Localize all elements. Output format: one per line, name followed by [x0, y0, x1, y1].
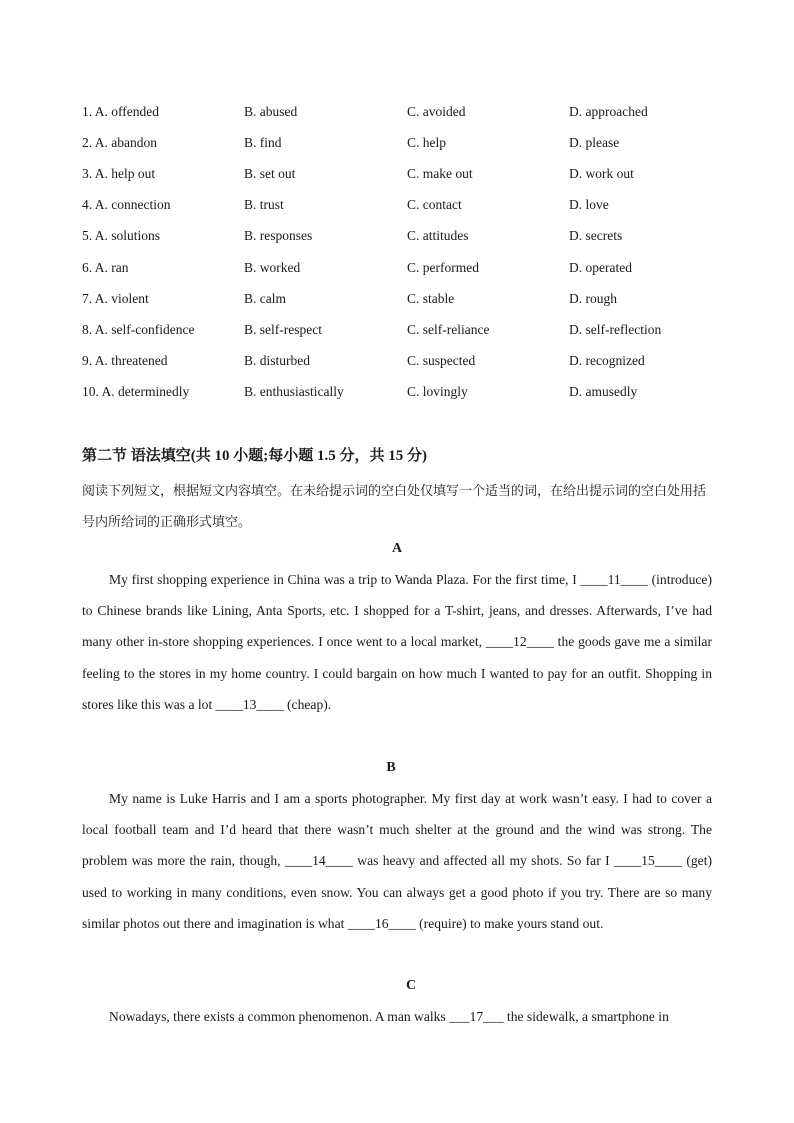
option-b: B. disturbed: [244, 353, 310, 368]
option-b: B. find: [244, 135, 282, 150]
question-options-row: [82, 164, 722, 184]
option-d: D. secrets: [569, 228, 623, 243]
option-c: C. suspected: [407, 353, 476, 368]
option-a: 5. A. solutions: [82, 228, 161, 243]
option-d: D. operated: [569, 260, 632, 275]
option-c: C. performed: [407, 260, 479, 275]
passage-title-a: A: [391, 541, 403, 556]
option-a: 9. A. threatened: [82, 353, 168, 368]
option-d: D. please: [569, 135, 620, 150]
option-d: D. rough: [569, 291, 617, 306]
section-instructions: 阅读下列短文，根据短文内容填空。在未给提示词的空白处仅填写一个适当的词，在给出提示词的空白处用括号内所给词的正确形式填空。: [82, 484, 707, 530]
passage-title-b: B: [386, 760, 396, 775]
option-a: 8. A. self-confidence: [82, 322, 195, 337]
option-c: C. contact: [407, 197, 462, 212]
option-b: B. trust: [244, 197, 284, 212]
option-c: C. make out: [407, 166, 473, 181]
question-options-row: [82, 133, 722, 153]
option-a: 6. A. ran: [82, 260, 129, 275]
passage-text-b: My name is Luke Harris and I am a sports photographer. My first day at work wasn’t easy. I had to cover a local football team and I’d heard that there wasn’t much shelter at the ground and the wind was strong. The problem was more the rain, though, ____14____ was heavy and affected all my shots. So far I ____15____ (get) used to working in many conditions, even snow. You can always get a good photo if you try. There are so many similar photos out there and imagination is what ____16____ (require) to make yours stand out.: [82, 791, 712, 931]
option-c: C. stable: [407, 291, 455, 306]
option-b: B. enthusiastically: [244, 384, 344, 399]
option-d: D. amusedly: [569, 384, 638, 399]
question-options-row: [82, 258, 722, 278]
option-d: D. approached: [569, 104, 648, 119]
section-heading: 第二节 语法填空(共 10 小题;每小题 1.5 分，共 15 分): [82, 448, 427, 464]
option-b: B. self-respect: [244, 322, 322, 337]
question-options-row: [82, 289, 722, 309]
option-c: C. attitudes: [407, 228, 469, 243]
passage-text-c: Nowadays, there exists a common phenomenon. A man walks ___17___ the sidewalk, a smartphone in: [109, 1009, 669, 1024]
option-b: B. calm: [244, 291, 286, 306]
question-options-row: [82, 351, 722, 371]
option-d: D. recognized: [569, 353, 645, 368]
option-b: B. set out: [244, 166, 296, 181]
question-options-row: [82, 226, 722, 246]
option-b: B. responses: [244, 228, 313, 243]
option-c: C. help: [407, 135, 446, 150]
option-d: D. love: [569, 197, 609, 212]
question-options-row: [82, 195, 722, 215]
option-c: C. lovingly: [407, 384, 468, 399]
option-d: D. self-reflection: [569, 322, 662, 337]
passage-text-a: My first shopping experience in China was a trip to Wanda Plaza. For the first time, I ____11____ (introduce) to Chinese brands like Lining, Anta Sports, etc. I shopped for a T-shirt, jeans, and dresses. Afterwards, I’ve had many other in-store shopping experiences. I once went to a local market, ____12____ the goods gave me a similar feeling to the stores in my home country. I could bargain on how much I wanted to pay for an outfit. Shopping in stores like this was a lot ____13____ (cheap).: [82, 572, 712, 712]
question-options-row: [82, 320, 722, 340]
option-a: 2. A. abandon: [82, 135, 157, 150]
option-a: 10. A. determinedly: [82, 384, 190, 399]
option-a: 1. A. offended: [82, 104, 159, 119]
option-a: 7. A. violent: [82, 291, 149, 306]
option-d: D. work out: [569, 166, 634, 181]
question-options-row: [82, 382, 722, 402]
option-c: C. avoided: [407, 104, 466, 119]
option-c: C. self-reliance: [407, 322, 490, 337]
option-b: B. worked: [244, 260, 301, 275]
option-a: 3. A. help out: [82, 166, 156, 181]
passage-title-c: C: [405, 978, 417, 993]
option-b: B. abused: [244, 104, 298, 119]
question-options-row: [82, 102, 722, 122]
option-a: 4. A. connection: [82, 197, 171, 212]
